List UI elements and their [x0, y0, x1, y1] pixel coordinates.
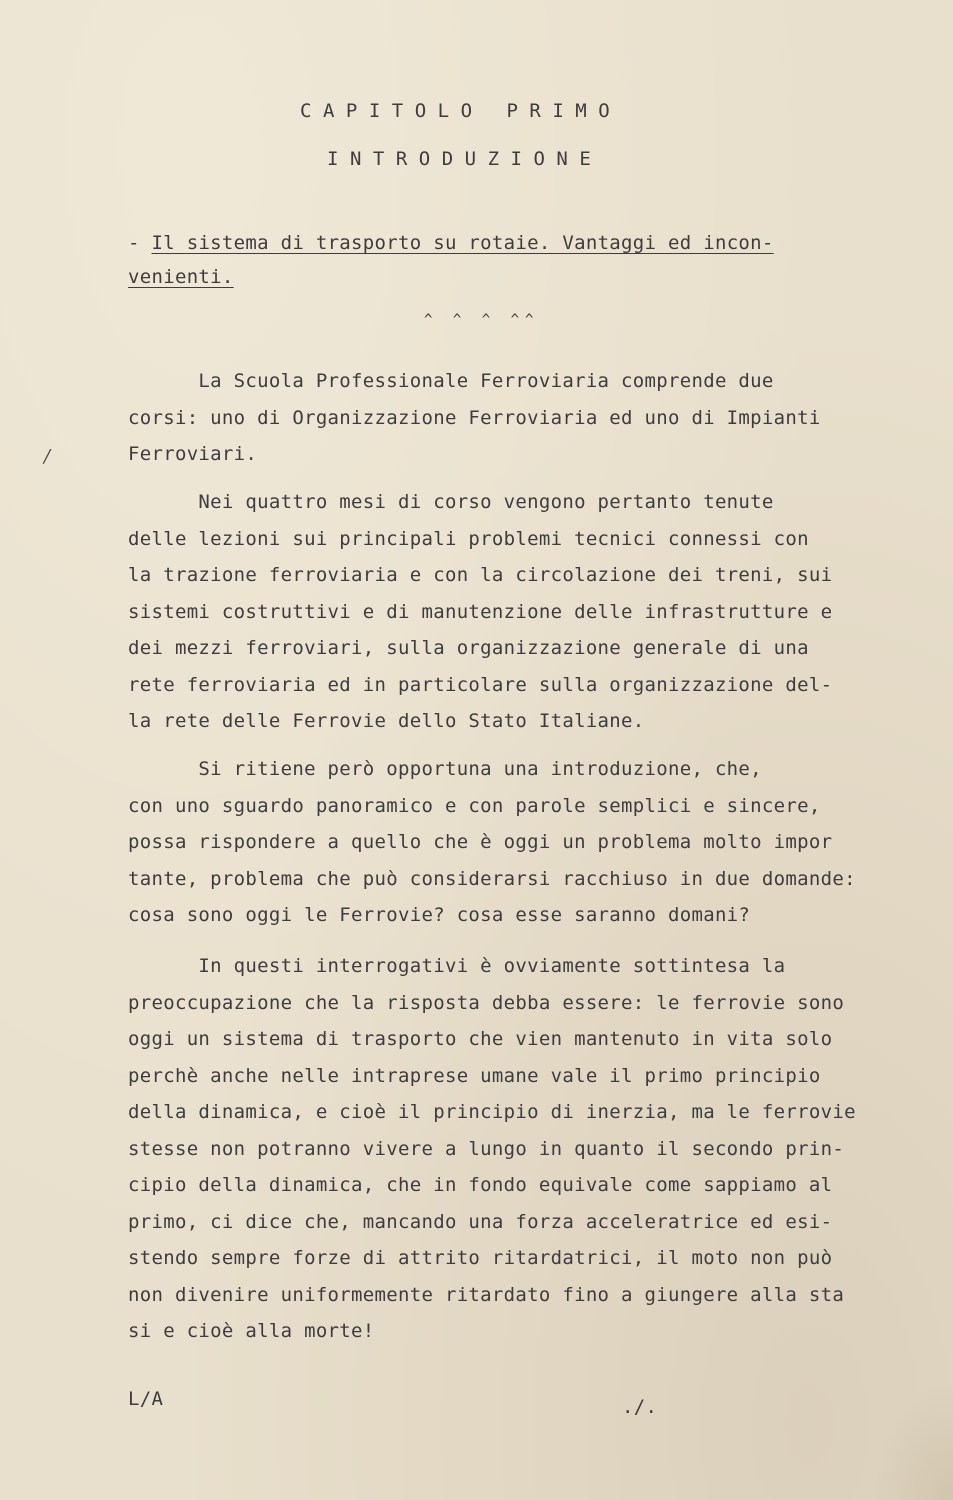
paragraph-line: non divenire uniformemente ritardato fino a giungere alla sta	[128, 1283, 845, 1306]
section-heading-dash: -	[128, 232, 152, 254]
paragraph-4	[128, 948, 918, 1350]
paragraph-line: corsi: uno di Organizzazione Ferroviaria ed uno di Impianti	[128, 406, 821, 429]
paragraph-line: stendo sempre forze di attrito ritardatrici, il moto non può	[128, 1247, 833, 1269]
paragraph-3	[128, 751, 918, 934]
footer-continuation-mark: ./.	[622, 1396, 658, 1418]
paragraph-line: In questi interrogativi è ovviamente sottintesa la	[128, 955, 786, 977]
paragraph-line: rete ferroviaria ed in particolare sulla organizzazione del-	[128, 673, 833, 696]
paragraph-line: Si ritiene però opportuna una introduzione, che,	[128, 758, 762, 780]
paragraph-line: della dinamica, e cioè il principio di inerzia, ma le ferrovie	[128, 1101, 856, 1123]
paragraph-1	[128, 363, 918, 473]
paragraph-line: si e cioè alla morte!	[128, 1320, 375, 1342]
paragraph-line: stesse non potranno vivere a lungo in quanto il secondo prin-	[128, 1137, 845, 1160]
paragraph-line: possa rispondere a quello che è oggi un problema molto impor	[128, 831, 833, 853]
footer-code: L/A	[128, 1388, 164, 1410]
paragraph-line: Ferroviari.	[128, 443, 258, 465]
page-corner-shade	[873, 1380, 953, 1500]
paragraph-line: la rete delle Ferrovie dello Stato Italiane.	[128, 710, 645, 732]
paragraph-line: La Scuola Professionale Ferroviaria comprende due	[128, 370, 774, 392]
paragraph-line: tante, problema che può considerarsi racchiuso in due domande:	[128, 867, 856, 890]
paragraph-line: oggi un sistema di trasporto che vien mantenuto in vita solo	[128, 1028, 833, 1050]
paragraph-line: con uno sguardo panoramico e con parole semplici e sincere,	[128, 794, 821, 817]
paragraph-line: dei mezzi ferroviari, sulla organizzazione generale di una	[128, 637, 809, 659]
paragraph-line: sistemi costruttivi e di manutenzione delle infrastrutture e	[128, 600, 833, 623]
chapter-subtitle: INTRODUZIONE	[327, 148, 603, 170]
paragraph-line: delle lezioni sui principali problemi tecnici connessi con	[128, 527, 809, 550]
section-heading-line1: Il sistema di trasporto su rotaie. Vantaggi ed incon-	[151, 232, 774, 254]
paragraph-line: cosa sono oggi le Ferrovie? cosa esse saranno domani?	[128, 904, 751, 926]
paragraph-line: Nei quattro mesi di corso vengono pertanto tenute	[128, 491, 774, 513]
section-heading	[128, 226, 828, 294]
paragraph-line: cipio della dinamica, che in fondo equivale come sappiamo al	[128, 1174, 833, 1196]
paragraph-2	[128, 484, 918, 740]
margin-mark: /	[44, 446, 51, 467]
section-heading-line2: venienti.	[128, 266, 234, 288]
paragraph-line: primo, ci dice che, mancando una forza acceleratrice ed esi-	[128, 1210, 833, 1233]
section-separator: ^ ^ ^ ^^	[424, 312, 540, 328]
chapter-title: CAPITOLO PRIMO	[300, 100, 622, 122]
paragraph-line: perchè anche nelle intraprese umane vale il primo principio	[128, 1064, 821, 1087]
paragraph-line: la trazione ferroviaria e con la circolazione dei treni, sui	[128, 564, 833, 586]
paragraph-line: preoccupazione che la risposta debba essere: le ferrovie sono	[128, 991, 845, 1014]
